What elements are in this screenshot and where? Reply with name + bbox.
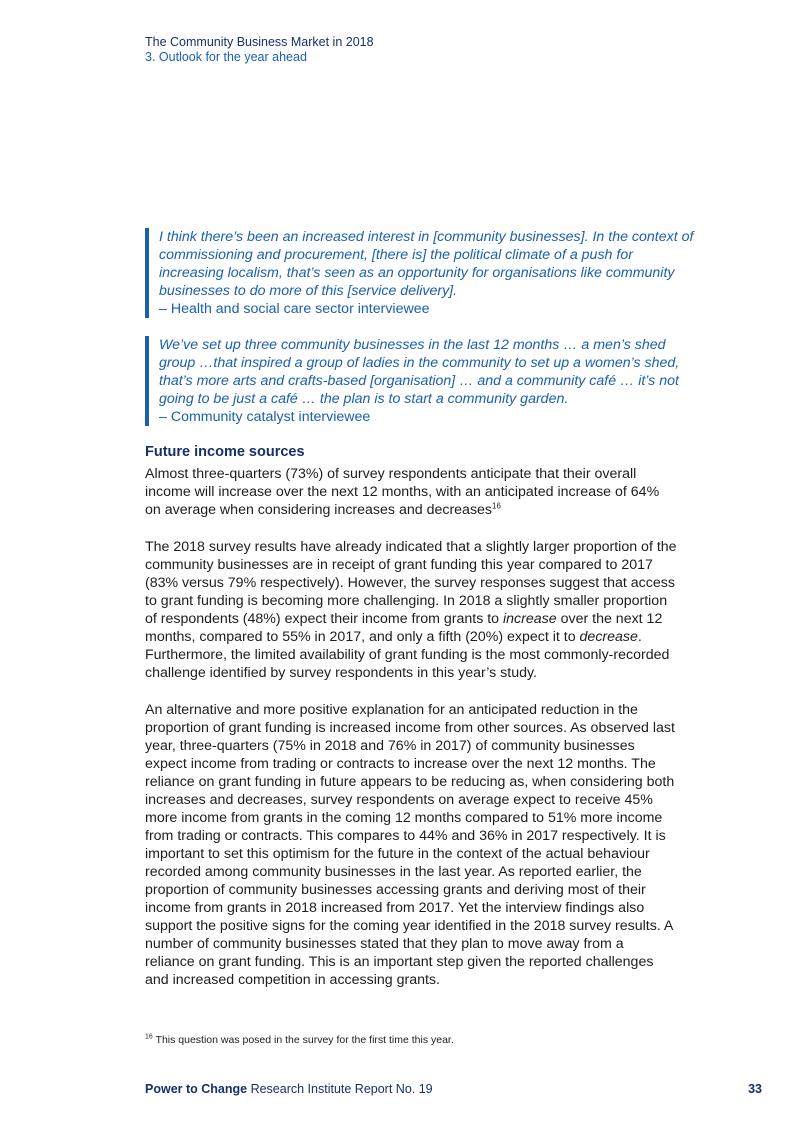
- paragraph-text: over the next 12 months, compared to 55% in 2017, and only a fifth (20%) expect it to: [145, 611, 663, 645]
- paragraph-text: The 2018 survey results have already indicated that a slightly larger proportion of the community businesses are in receipt of grant funding this year compared to 2017 (83% versus 79% respectively). However, the survey responses suggest that access to grant funding is becoming more challenging. In 2018 a slightly smaller proportion of respondents (48%) expect their income from grants to: [145, 539, 677, 627]
- body-paragraph: [145, 538, 677, 682]
- body-paragraph: An alternative and more positive explanation for an anticipated reduction in the proportion of grant funding is increased income from other sources. As observed last year, three-quarters (75% in 2018 and 76% in 2017) of community businesses expect income from trading or contracts to increase over the next 12 months. The reliance on grant funding in future appears to be reducing as, when considering both increases and decreases, survey respondents on average expect to receive 45% more income from grants in the coming 12 months compared to 51% more income from trading or contracts. This compares to 44% and 36% in 2017 respectively. It is important to set this optimism for the future in the context of the actual behaviour recorded among community businesses in the last year. As reported earlier, the proportion of community businesses accessing grants and deriving most of their income from grants in 2018 increased from 2017. Yet the interview findings also support the positive signs for the coming year identified in the 2018 survey results. A number of community businesses stated that they plan to move away from a reliance on grant funding. This is an important step given the reported challenges and increased competition in accessing grants.: [145, 702, 675, 988]
- footnote-text: This question was posed in the survey for the first time this year.: [155, 1034, 454, 1046]
- quote-text: I think there’s been an increased interest in [community businesses]. In the context of commissioning and procurement, [there is] the political climate of a push for increasing localism, that’s seen as an opportunity for organisations like community businesses to do more of this [service delivery].: [159, 229, 694, 299]
- body-paragraph: [145, 465, 677, 519]
- footer-report-title: Research Institute Report No. 19: [250, 1082, 433, 1096]
- paragraph-text: Almost three-quarters (73%) of survey respondents anticipate that their overall income will increase over the next 12 months, with an anticipated increase of 64% on average when considering increases and decreases: [145, 466, 660, 518]
- page-number: 33: [748, 1082, 762, 1096]
- emphasis-text: decrease: [579, 629, 638, 645]
- document-title: The Community Business Market in 2018: [145, 35, 374, 49]
- section-heading: Future income sources: [145, 444, 305, 460]
- page-footer: [145, 1082, 433, 1096]
- paragraph-text: . Furthermore, the limited availability of grant funding is the most commonly-recorded challenge identified by survey respondents in this year’s study.: [145, 629, 670, 681]
- section-title: 3. Outlook for the year ahead: [145, 50, 307, 64]
- pull-quote: [145, 228, 699, 318]
- emphasis-text: increase: [503, 611, 557, 627]
- quote-attribution: – Community catalyst interviewee: [159, 409, 371, 425]
- pull-quote: [145, 336, 699, 426]
- footnote: [145, 1034, 454, 1046]
- footnote-reference[interactable]: 16: [492, 501, 501, 511]
- footer-organisation: Power to Change: [145, 1082, 248, 1096]
- quote-text: We’ve set up three community businesses in the last 12 months … a men’s shed group …that inspired a group of ladies in the community to set up a women’s shed, that’s more arts and crafts-based [organisation] … and a community café … it’s not going to be just a café … the plan is to start a community garden.: [159, 337, 680, 407]
- quote-attribution: – Health and social care sector interviewee: [159, 301, 430, 317]
- footnote-number: 16: [145, 1033, 153, 1041]
- running-header: [145, 35, 374, 65]
